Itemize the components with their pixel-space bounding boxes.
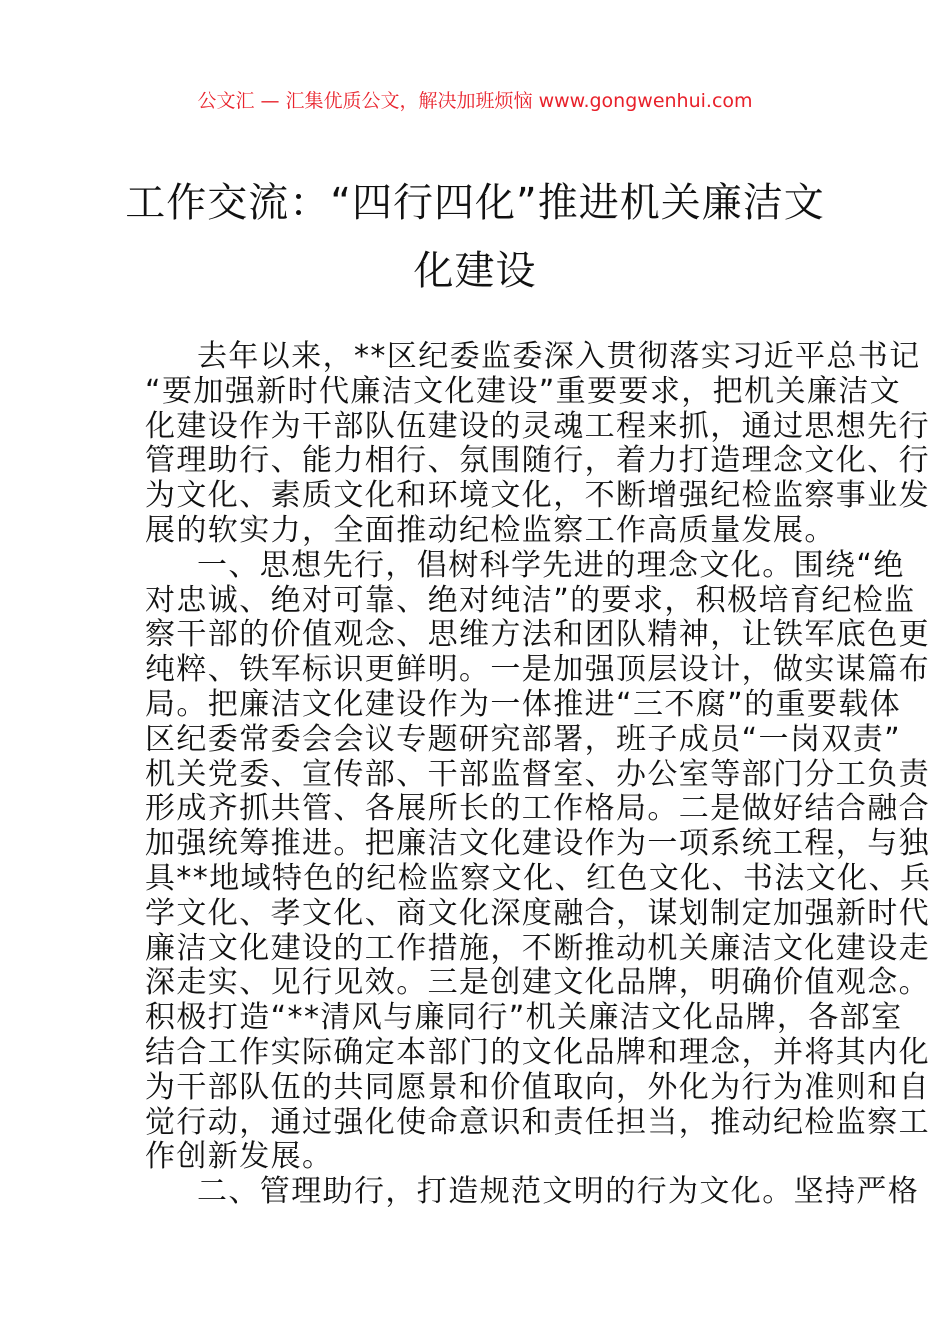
- paragraph-line: 结合工作实际确定本部门的文化品牌和理念，并将其内化: [145, 1034, 930, 1070]
- paragraph-line: 管理助行、能力相行、氛围随行，着力打造理念文化、行: [145, 443, 930, 479]
- document-title-line-2: 化建设: [413, 248, 537, 294]
- paragraph-line: 深走实、见行见效。三是创建文化品牌，明确价值观念。: [145, 965, 930, 1001]
- paragraph-line: 积极打造“**清风与廉同行”机关廉洁文化品牌，各部室: [145, 1000, 903, 1036]
- section-heading-line: 二、管理助行，打造规范文明的行为文化。坚持严格: [197, 1174, 920, 1210]
- site-banner: 公文汇 — 汇集优质公文，解决加班烦恼 www.gongwenhui.com: [197, 90, 753, 112]
- paragraph-line: 具**地域特色的纪检监察文化、红色文化、书法文化、兵: [145, 860, 932, 896]
- paragraph-line: 加强统筹推进。把廉洁文化建设作为一项系统工程，与独: [145, 826, 930, 862]
- document-body: [145, 339, 932, 1210]
- paragraph-line: 去年以来，**区纪委监委深入贯彻落实习近平总书记: [197, 339, 921, 374]
- paragraph-line: 廉洁文化建设的工作措施，不断推动机关廉洁文化建设走: [145, 930, 930, 966]
- paragraph-line: 为干部队伍的共同愿景和价值取向，外化为行为准则和自: [145, 1069, 930, 1105]
- paragraph-line: 区纪委常委会会议专题研究部署，班子成员“一岗双责”: [145, 721, 902, 757]
- paragraph-line: 展的软实力，全面推动纪检监察工作高质量发展。: [145, 512, 836, 548]
- paragraph-line: 纯粹、铁军标识更鲜明。一是加强顶层设计，做实谋篇布: [145, 652, 930, 688]
- document-title-line-1: 工作交流：“四行四化”推进机关廉洁文: [125, 180, 825, 226]
- section-heading-line: 一、思想先行，倡树科学先进的理念文化。围绕“绝: [197, 547, 905, 583]
- paragraph-line: 察干部的价值观念、思维方法和团队精神，让铁军底色更: [145, 617, 930, 653]
- paragraph-line: “要加强新时代廉洁文化建设”重要要求，把机关廉洁文: [145, 373, 902, 409]
- paragraph-line: 对忠诚、绝对可靠、绝对纯洁”的要求，积极培育纪检监: [145, 582, 916, 618]
- paragraph-line: 机关党委、宣传部、干部监督室、办公室等部门分工负责: [145, 756, 930, 792]
- paragraph-line: 为文化、素质文化和环境文化，不断增强纪检监察事业发: [145, 478, 930, 514]
- paragraph-line: 学文化、孝文化、商文化深度融合，谋划制定加强新时代: [145, 895, 930, 931]
- paragraph-line: 形成齐抓共管、各展所长的工作格局。二是做好结合融合: [145, 791, 930, 827]
- paragraph-line: 觉行动，通过强化使命意识和责任担当，推动纪检监察工: [145, 1104, 930, 1140]
- paragraph-line: 局。把廉洁文化建设作为一体推进“三不腐”的重要载体: [145, 686, 902, 722]
- paragraph-line: 化建设作为干部队伍建设的灵魂工程来抓，通过思想先行: [145, 408, 930, 444]
- paragraph-line: 作创新发展。: [145, 1139, 334, 1175]
